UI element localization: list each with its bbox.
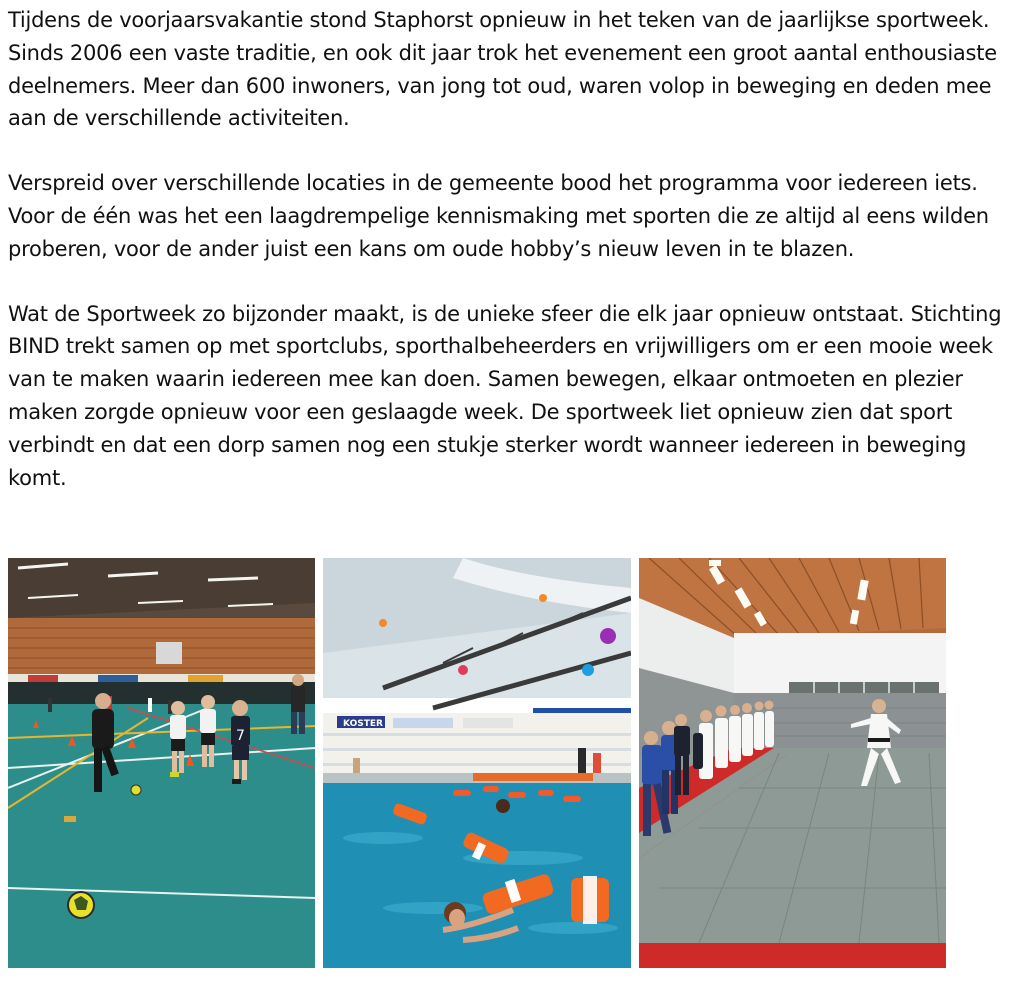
paragraph-atmosphere: Wat de Sportweek zo bijzonder maakt, is de unieke sfeer die elk jaar opnieuw ontstaat. Stichting BIND trekt samen op met sportclubs, sporthalbeheerders en vrijwilligers om er een mooie week van te maken waarin iedereen mee kan doen. Samen bewegen, elkaar ontmoeten en plezier maken zorgde opnieuw voor een geslaagde week. De sportweek liet opnieuw zien dat sport verbindt en dat een dorp samen nog een stukje sterker wordt wanneer iedereen in beweging komt. <box>8 301 1002 490</box>
svg-text:7: 7 <box>236 728 245 744</box>
swimming-pool-photo <box>323 558 631 968</box>
paragraph-locations: Verspreid over verschillende locaties in de gemeente bood het programma voor iedereen iets. Voor de één was het een laagdrempelige kennismaking met sporten die ze altijd al eens wilden proberen, voor de ander juist een kans om oude hobby’s nieuw leven in te blazen. <box>8 171 989 261</box>
judo-dojo-photo <box>639 558 946 968</box>
photo-gallery <box>8 558 948 968</box>
pool-banner-text: KOSTER <box>343 719 383 729</box>
sports-hall-football-photo <box>8 558 315 968</box>
paragraph-intro: Tijdens de voorjaarsvakantie stond Staphorst opnieuw in het teken van de jaarlijkse sportweek. Sinds 2006 een vaste traditie, en ook dit jaar trok het evenement een groot aantal enthousiaste deelnemers. Meer dan 600 inwoners, van jong tot oud, waren volop in beweging en deden mee aan de verschillende activiteiten. <box>8 8 997 131</box>
article-body <box>8 4 1020 526</box>
